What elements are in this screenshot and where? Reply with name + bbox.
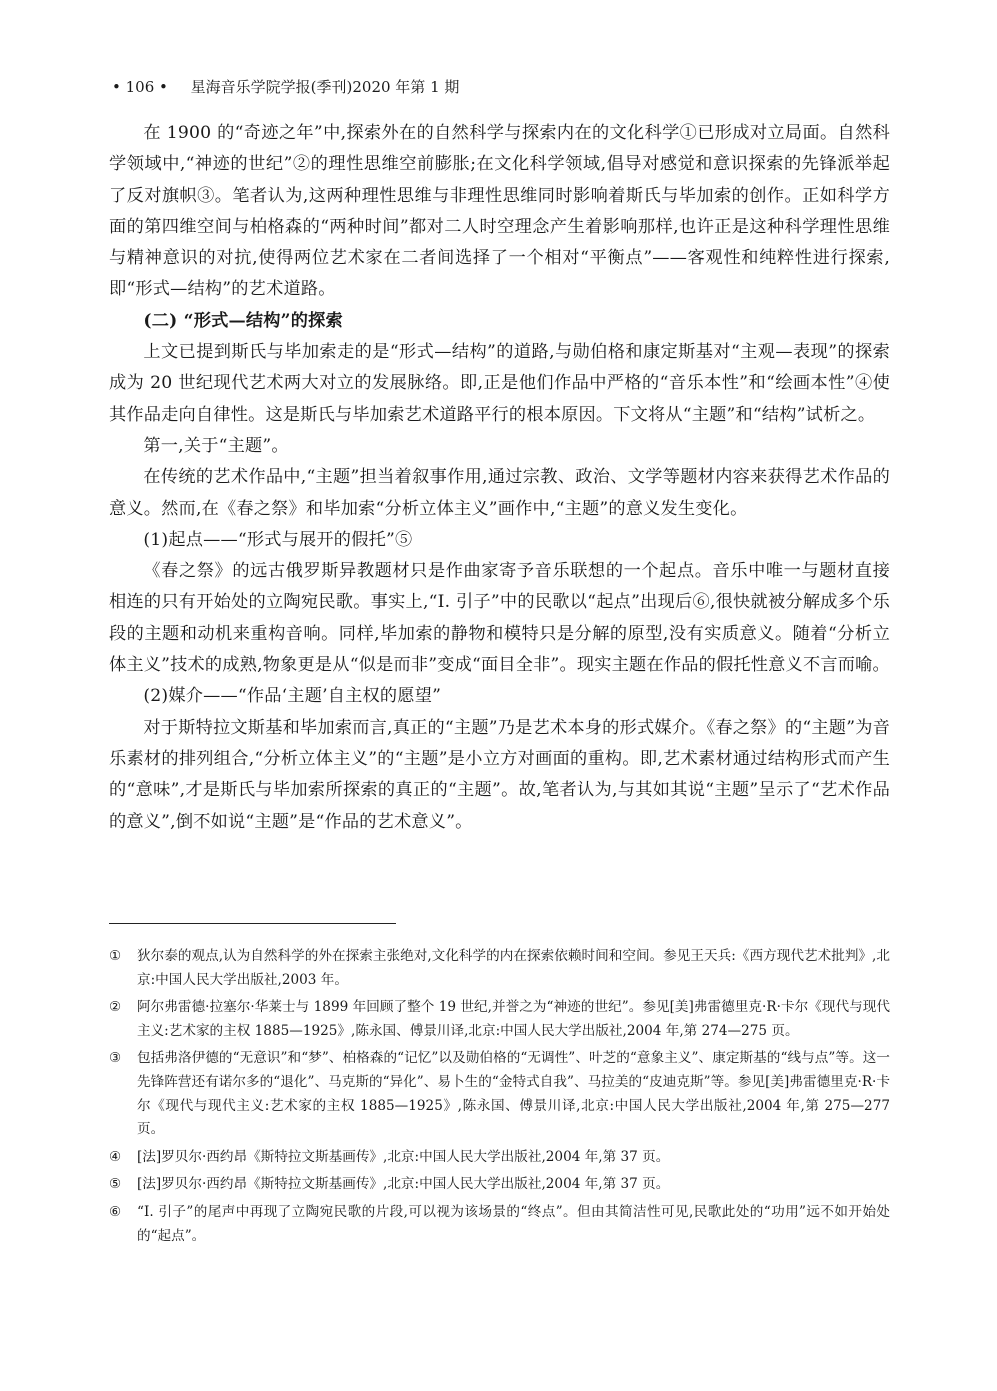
footnote: [109, 996, 890, 1043]
footnote-divider: [109, 923, 396, 924]
paragraph: 上文已提到斯氏与毕加索走的是“形式—结构”的道路,与勋伯格和康定斯基对“主观—表现”的探索成为 20 世纪现代艺术两大对立的发展脉络。即,正是他们作品中严格的“音乐本性”和“绘画本性”④使其作品走向自律性。这是斯氏与毕加索艺术道路平行的根本原因。下文将从“主题”和“结构”试析之。: [109, 342, 890, 425]
footnote: [109, 945, 890, 992]
footnotes: [109, 945, 890, 1252]
footnote-text: [法]罗贝尔·西约昂《斯特拉文斯基画传》,北京:中国人民大学出版社,2004 年,第 37 页。: [137, 1148, 670, 1165]
subsection-heading: (2)媒介——“作品‘主题’自主权的愿望”: [143, 686, 442, 707]
footnote-text: “I. 引子”的尾声中再现了立陶宛民歌的片段,可以视为该场景的“终点”。但由其简洁性可见,民歌此处的“功用”远不如开始处的“起点”。: [137, 1203, 890, 1244]
footnote-number: ③: [109, 1050, 122, 1067]
footnote-number: ⑤: [109, 1176, 122, 1193]
section-heading: (二) “形式—结构”的探索: [143, 310, 343, 331]
paragraph: 《春之祭》的远古俄罗斯异教题材只是作曲家寄予音乐联想的一个起点。音乐中唯一与题材直接相连的只有开始处的立陶宛民歌。事实上,“I. 引子”中的民歌以“起点”出现后⑥,很快就被分解成多个乐段的主题和动机来重构音响。同样,毕加索的静物和模特只是分解的原型,没有实质意义。随着“分析立体主义”技术的成熟,物象更是从“似是而非”变成“面目全非”。现实主题在作品的假托性意义不言而喻。: [109, 561, 890, 676]
footnote-text: 狄尔泰的观点,认为自然科学的外在探索主张绝对,文化科学的内在探索依赖时间和空间。参见王天兵:《西方现代艺术批判》,北京:中国人民大学出版社,2003 年。: [137, 948, 890, 988]
subsection-heading: (1)起点——“形式与展开的假托”⑤: [143, 529, 413, 550]
footnote-text: 阿尔弗雷德·拉塞尔·华莱士与 1899 年回顾了整个 19 世纪,并誉之为“神迹的世纪”。参见[美]弗雷德里克·R·卡尔《现代与现代主义:艺术家的主权 1885—1925》,陈永国、傅景川译,北京:中国人民大学出版社,2004 年,第 274—275 页。: [137, 999, 890, 1039]
paragraph: 第一,关于“主题”。: [143, 435, 289, 456]
paragraph: 在传统的艺术作品中,“主题”担当着叙事作用,通过宗教、政治、文学等题材内容来获得艺术作品的意义。然而,在《春之祭》和毕加索“分析立体主义”画作中,“主题”的意义发生变化。: [109, 467, 890, 519]
footnote-number: ①: [109, 948, 122, 964]
footnote: [109, 1047, 890, 1141]
page-number: • 106 •: [112, 78, 168, 96]
footnote: [109, 1201, 890, 1248]
footnote-number: ④: [109, 1148, 122, 1165]
journal-title: 星海音乐学院学报(季刊)2020 年第 1 期: [190, 78, 460, 96]
running-header: [112, 76, 892, 98]
footnote-number: ⑥: [109, 1203, 122, 1220]
footnote-text: 包括弗洛伊德的“无意识”和“梦”、柏格森的“记忆”以及勋伯格的“无调性”、叶芝的“意象主义”、康定斯基的“线与点”等。这一先锋阵营还有诺尔多的“退化”、马克斯的“异化”、易卜生的“金特式自我”、马拉美的“皮迪克斯”等。参见[美]弗雷德里克·R·卡尔《现代与现代主义:艺术家的主权 1885—1925》,陈永国、傅景川译,北京:中国人民大学出版社,2004 年,第 275—277 页。: [137, 1050, 890, 1138]
paragraph: 对于斯特拉文斯基和毕加索而言,真正的“主题”乃是艺术本身的形式媒介。《春之祭》的“主题”为音乐素材的排列组合,“分析立体主义”的“主题”是小立方对画面的重构。即,艺术素材通过结构形式而产生的“意味”,才是斯氏与毕加索所探索的真正的“主题”。故,笔者认为,与其如其说“主题”呈示了“艺术作品的意义”,倒不如说“主题”是“作品的艺术意义”。: [109, 717, 890, 832]
footnote-text: [法]罗贝尔·西约昂《斯特拉文斯基画传》,北京:中国人民大学出版社,2004 年,第 37 页。: [137, 1176, 670, 1193]
main-text: [109, 118, 890, 838]
footnote-number: ②: [109, 999, 122, 1016]
footnote: [109, 1146, 890, 1170]
paragraph: 在 1900 的“奇迹之年”中,探索外在的自然科学与探索内在的文化科学①已形成对立局面。自然科学领域中,“神迹的世纪”②的理性思维空前膨胀;在文化科学领域,倡导对感觉和意识探索的先锋派举起了反对旗帜③。笔者认为,这两种理性思维与非理性思维同时影响着斯氏与毕加索的创作。正如科学方面的第四维空间与柏格森的“两种时间”都对二人时空理念产生着影响那样,也许正是这种科学理性思维与精神意识的对抗,使得两位艺术家在二者间选择了一个相对“平衡点”——客观性和纯粹性进行探索,即“形式—结构”的艺术道路。: [109, 123, 890, 300]
footnote: [109, 1173, 890, 1197]
